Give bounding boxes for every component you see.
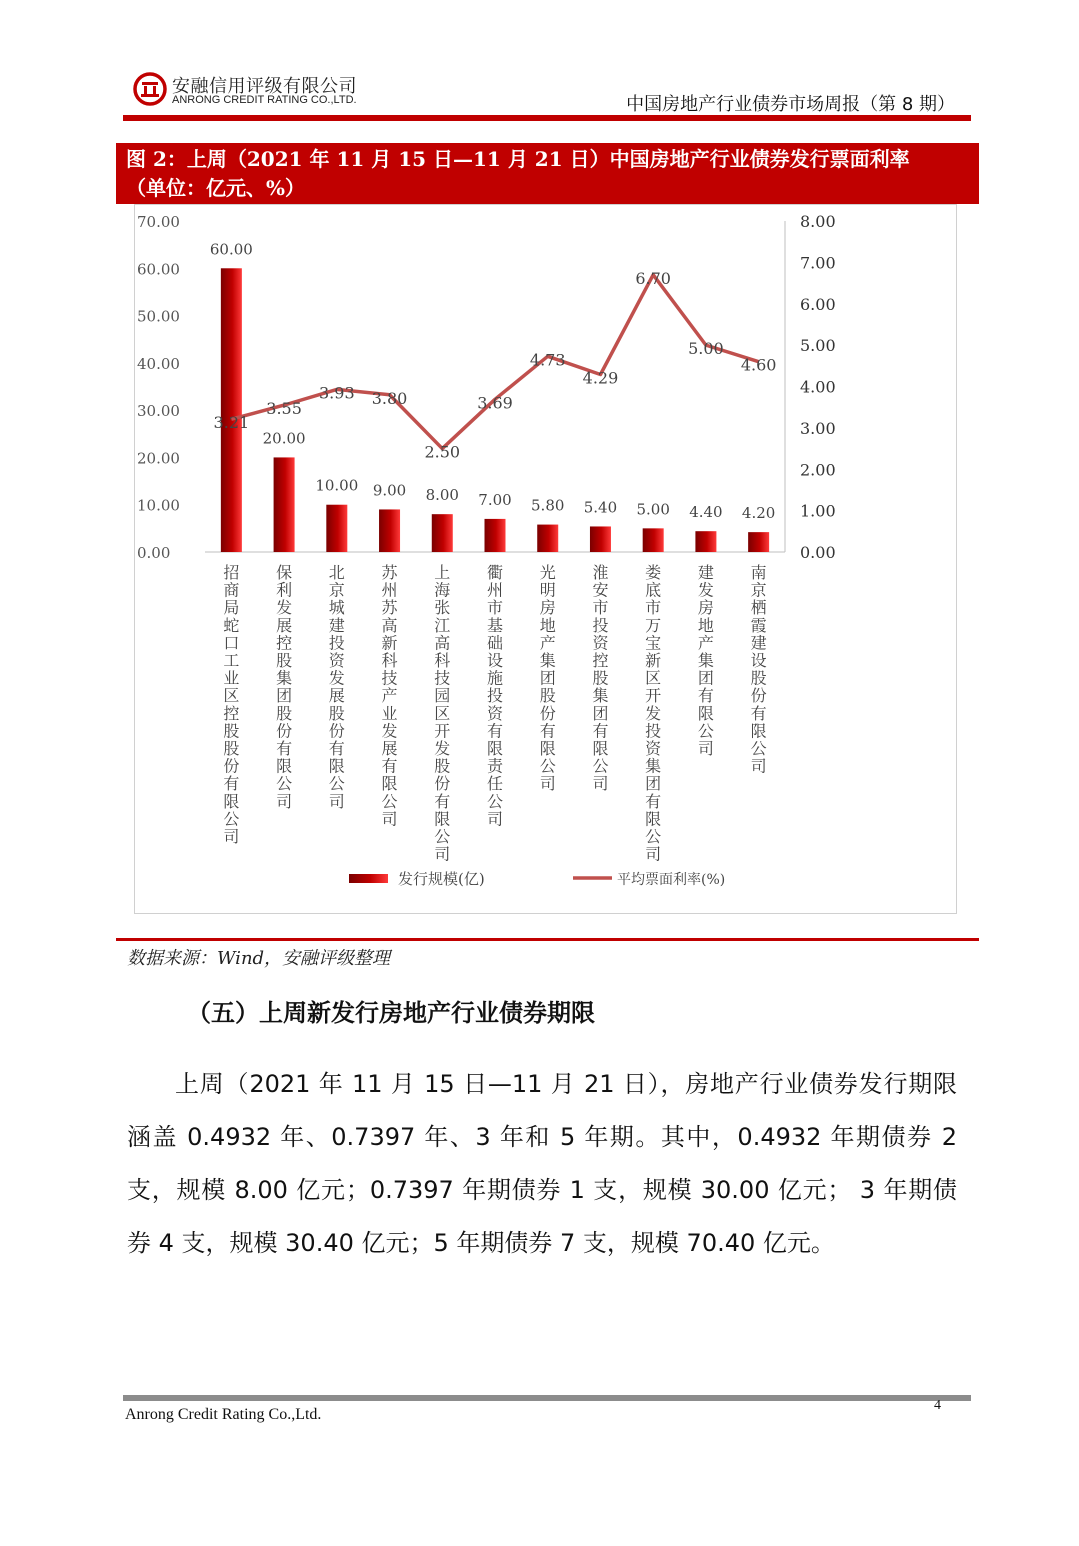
x-category-label: 衢州市基础设施投资有限责任公司 [486,563,504,829]
y-right-tick-label: 7.00 [800,253,836,273]
section-heading: （五）上周新发行房地产行业债券期限 [187,999,595,1027]
y-left-tick-label: 20.00 [137,449,180,468]
bar [274,457,295,552]
footer-company: Anrong Credit Rating Co.,Ltd. [125,1406,322,1423]
y-left-tick-label: 50.00 [137,307,180,326]
bar-data-label: 20.00 [262,429,306,448]
line-data-label: 3.80 [371,388,408,408]
line-data-label: 6.70 [635,268,671,288]
bar-data-label: 5.80 [531,496,565,515]
x-category-label: 上海张江高科技园区开发股份有限公司 [434,563,451,864]
bar-data-label: 5.00 [636,500,670,519]
bar [326,505,347,552]
footer-divider [123,1395,971,1401]
y-right-tick-label: 5.00 [800,336,836,356]
legend-bar-swatch [349,874,388,883]
x-category-label: 苏州苏高新科技产业发展有限公司 [381,563,398,829]
bar [537,525,558,552]
legend-line-label: 平均票面利率(%) [617,872,726,888]
line-data-label: 5.00 [688,339,724,359]
figure-title-line2: （单位：亿元、%） [126,176,306,200]
x-category-label: 招商局蛇口工业区控股股份有限公司 [223,563,240,846]
y-right-tick-label: 1.00 [800,501,836,521]
bar [748,532,769,552]
bar [643,528,664,552]
x-category-label: 娄底市万宝新区开发投资集团有限公司 [645,563,662,864]
section-paragraph: 上周（2021 年 11 月 15 日—11 月 21 日），房地产行业债券发行期限涵盖 0.4932 年、0.7397 年、3 年和 5 年期。其中，0.4932 年期债券 2 支，规模 8.00 亿元；0.7397 年期债券 1 支，规模 30.00 亿元； 3 年期债券 4 支，规模 30.40 亿元；5 年期债券 7 支，规模 70.40 亿元。 [127,1070,957,1257]
bar [432,514,453,552]
line-data-label: 4.29 [582,368,619,388]
bar-data-label: 10.00 [315,476,359,495]
page-number: 4 [934,1398,941,1413]
line-data-label: 3.55 [266,399,302,419]
x-category-label: 南京栖霞建设股份有限公司 [750,563,767,776]
bar-data-label: 4.40 [689,503,723,522]
bar-data-label: 7.00 [478,490,512,509]
bar-data-label: 8.00 [425,486,459,505]
company-name-cn: 安融信用评级有限公司 [172,76,357,97]
line-data-label: 3.21 [213,413,250,433]
y-right-tick-label: 3.00 [800,418,836,438]
y-right-tick-label: 6.00 [800,294,836,314]
figure-title-line1: 图 2：上周（2021 年 11 月 15 日—11 月 21 日）中国房地产行业债券发行票面利率 [126,147,910,171]
y-right-tick-label: 0.00 [800,543,836,562]
bar [695,531,716,552]
y-right-tick-label: 4.00 [800,377,836,397]
bar-data-label: 4.20 [741,504,776,523]
bar-data-label: 5.40 [583,498,618,517]
bar-data-label: 60.00 [209,240,253,259]
y-left-tick-label: 0.00 [137,544,171,562]
y-right-tick-label: 8.00 [800,212,836,231]
y-left-tick-label: 30.00 [137,402,180,421]
bar [221,268,242,552]
y-left-tick-label: 60.00 [137,260,180,279]
y-left-tick-label: 10.00 [137,496,180,515]
x-category-label: 北京城建投资发展股份有限公司 [328,563,345,811]
line-data-label: 4.73 [529,350,566,370]
x-category-label: 光明房地产集团股份有限公司 [539,563,556,794]
x-category-label: 保利发展控股集团股份有限公司 [276,563,293,811]
y-left-tick-label: 40.00 [137,354,180,373]
bar [485,519,506,552]
x-category-label: 建发房地产集团有限公司 [697,563,714,758]
line-data-label: 3.69 [477,393,513,413]
y-left-tick-label: 70.00 [137,213,180,231]
line-data-label: 3.93 [319,383,355,403]
source-note: 数据来源：Wind，安融评级整理 [127,948,391,969]
bar-data-label: 9.00 [372,481,407,500]
bar [379,509,400,552]
line-data-label: 2.50 [424,442,461,462]
rate-line [231,275,758,449]
report-title: 中国房地产行业债券市场周报（第 8 期） [626,94,955,115]
company-name-en: ANRONG CREDIT RATING CO.,LTD. [172,94,357,106]
line-data-label: 4.60 [740,355,777,375]
chart-bottom-divider [116,938,979,941]
y-right-tick-label: 2.00 [800,460,836,480]
legend-bar-label: 发行规模(亿) [398,870,485,888]
bar [590,526,611,552]
x-category-label: 淮安市投资控股集团有限公司 [592,563,609,794]
